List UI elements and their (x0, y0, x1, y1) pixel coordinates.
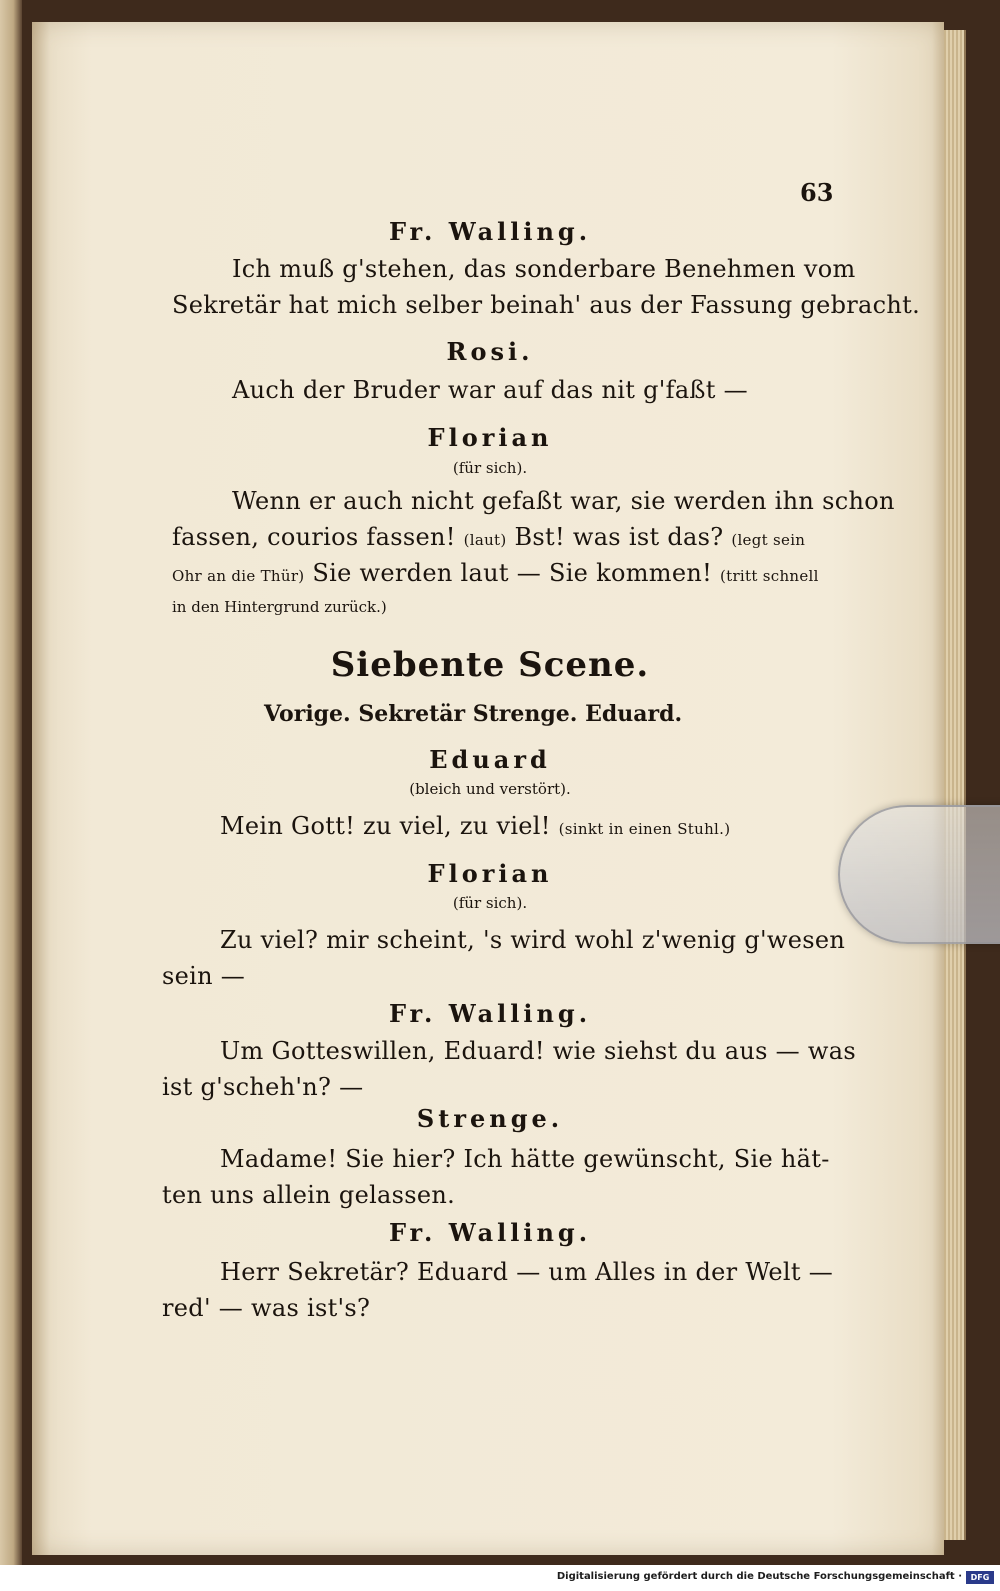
text-line: Auch der Bruder war auf das nit g'faßt — (232, 376, 748, 404)
footer-credit: Digitalisierung gefördert durch die Deutsche Forschungsgemeinschaft · (556, 1571, 962, 1582)
text-line: Zu viel? mir scheint, 's wird wohl z'wenig g'wesen (220, 926, 846, 954)
text-line: Sekretär hat mich selber beinah' aus der Fassung gebracht. (172, 291, 921, 319)
page-number: 63 (800, 178, 834, 207)
text-line: Um Gotteswillen, Eduard! wie siehst du aus — was (220, 1037, 856, 1065)
stage-direction: (bleich und verstört). (409, 780, 571, 798)
dfg-logo-icon: DFG (966, 1571, 994, 1584)
speaker-eduard: Eduard (429, 745, 551, 774)
speaker-florian: Florian (427, 423, 553, 452)
page-weight-clip (838, 805, 1000, 944)
text-line: Ohr an die Thür) Sie werden laut — Sie kommen! (tritt schnell (172, 559, 819, 587)
text-line: Madame! Sie hier? Ich hätte gewünscht, Sie hät- (220, 1145, 830, 1173)
text-line: Wenn er auch nicht gefaßt war, sie werden ihn schon (232, 487, 895, 515)
cast-list: Vorige. Sekretär Strenge. Eduard. (264, 701, 683, 727)
stage-direction-inline: (legt sein (731, 531, 806, 549)
page-stack-edge (944, 30, 966, 1540)
speaker-fr-walling: Fr. Walling. (388, 999, 592, 1028)
text-line: red' — was ist's? (162, 1294, 371, 1322)
stage-direction-inline: (tritt schnell (719, 567, 819, 585)
text-line: Mein Gott! zu viel, zu viel! (sinkt in einen Stuhl.) (220, 812, 731, 840)
speaker-rosi: Rosi. (446, 337, 534, 366)
stage-direction: in den Hintergrund zurück.) (172, 598, 387, 616)
speaker-florian: Florian (427, 859, 553, 888)
text-line: Ich muß g'stehen, das sonderbare Benehmen vom (232, 255, 856, 283)
footer-bar (0, 1565, 1000, 1591)
text-line: ten uns allein gelassen. (162, 1181, 456, 1209)
stage-direction-inline: (laut) (463, 531, 507, 549)
speaker-strenge: Strenge. (416, 1104, 564, 1133)
scene-heading: Siebente Scene. (330, 645, 650, 685)
stage-direction: (für sich). (452, 459, 528, 477)
stage-direction: (für sich). (452, 894, 528, 912)
text-line: Herr Sekretär? Eduard — um Alles in der Welt — (220, 1258, 834, 1286)
text-line: fassen, courios fassen! (laut) Bst! was ist das? (legt sein (172, 523, 806, 551)
stage-direction-inline: Ohr an die Thür) (172, 567, 305, 585)
text-line: ist g'scheh'n? — (162, 1073, 364, 1101)
speaker-fr-walling: Fr. Walling. (388, 217, 592, 246)
stage-direction-inline: (sinkt in einen Stuhl.) (558, 820, 731, 838)
text-line: sein — (162, 962, 246, 990)
left-page-edge (0, 0, 22, 1565)
speaker-fr-walling: Fr. Walling. (388, 1218, 592, 1247)
